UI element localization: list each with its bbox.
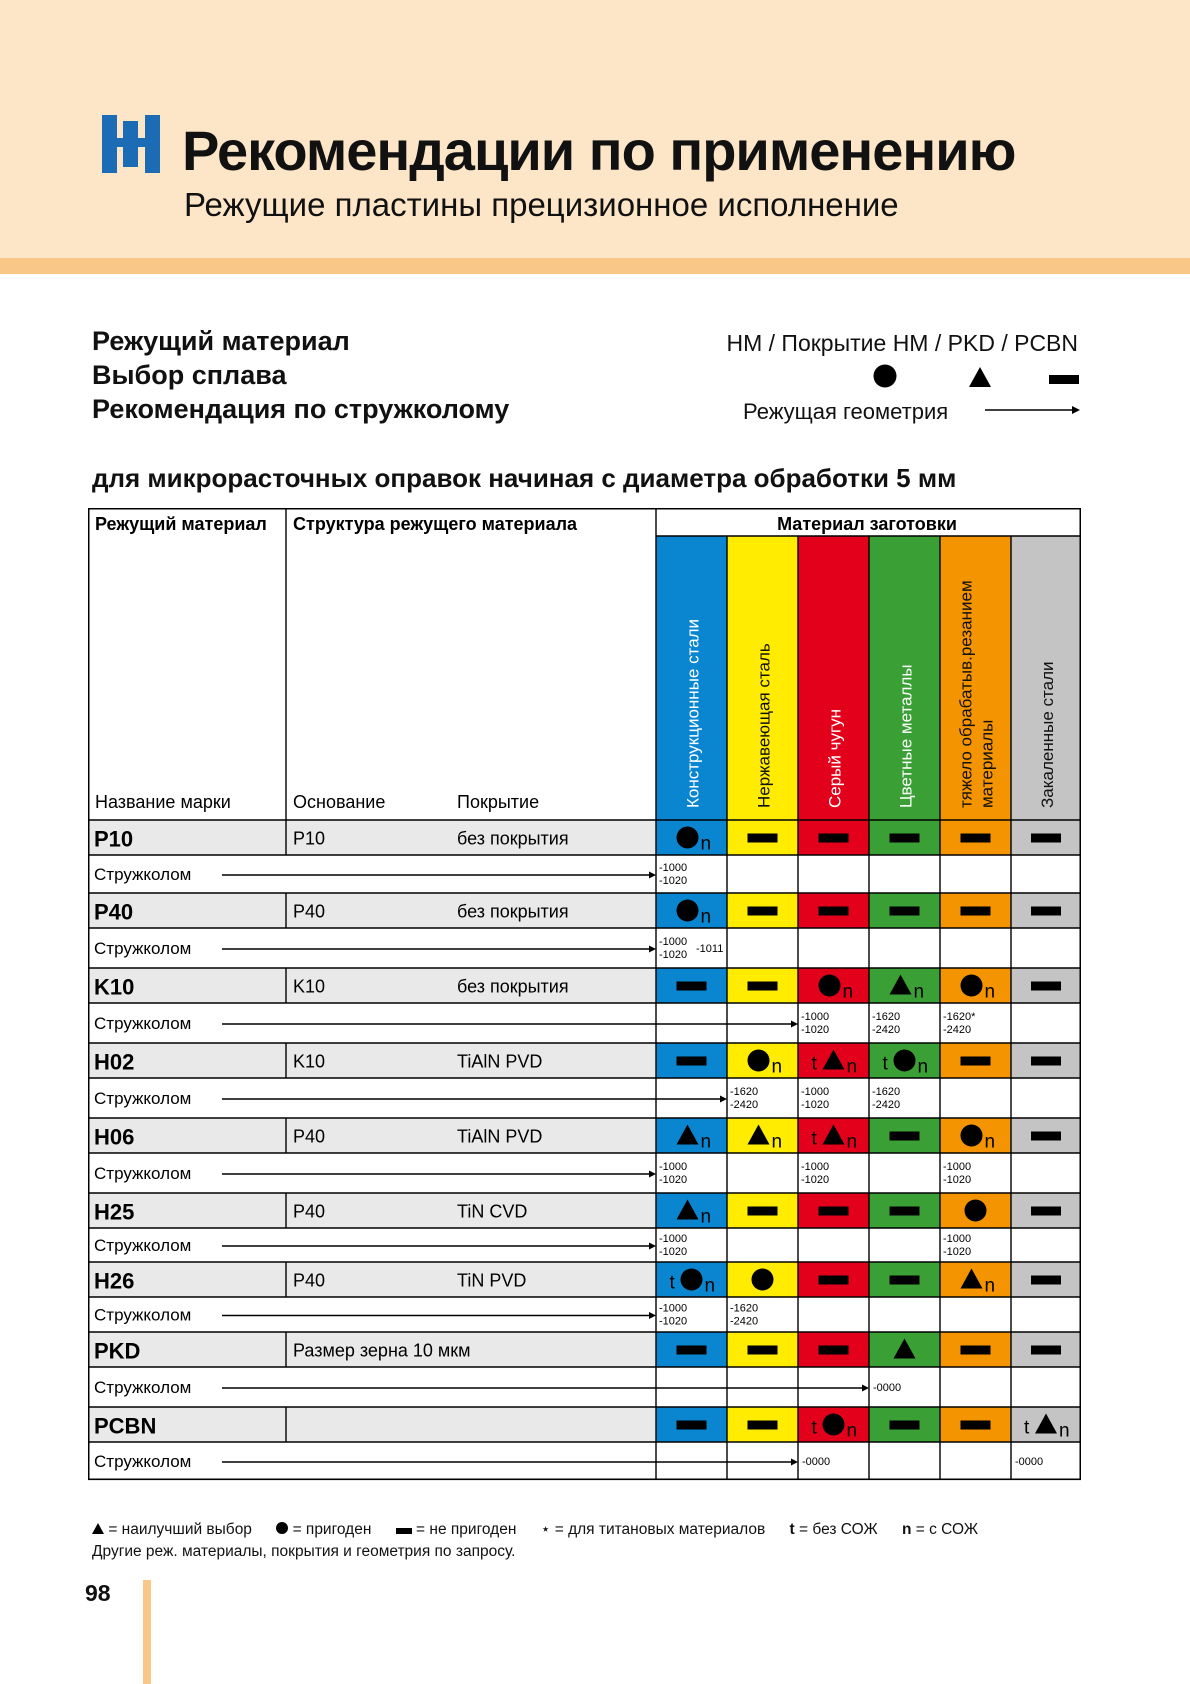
bar-icon [961, 907, 991, 916]
coolant-symbol: n [984, 1131, 996, 1153]
info-label-cutting-material: Режущий материал [92, 326, 350, 356]
arrow-head-icon [862, 1385, 869, 1392]
arrow-head-icon [791, 1459, 798, 1466]
geometry-code: -1000 [659, 1302, 688, 1315]
material-types: HM / Покрытие HM / PKD / PCBN [726, 330, 1078, 356]
table-row [88, 1262, 1081, 1297]
row-background [88, 1407, 656, 1442]
company-logo [102, 115, 160, 173]
bar-icon [1031, 1132, 1061, 1141]
legend-suitable [276, 1521, 371, 1539]
coolant-symbol: n [771, 1131, 783, 1153]
coating-value: TiAlN PVD [457, 1126, 543, 1147]
grade-name: H02 [94, 1049, 135, 1075]
bar-icon [1031, 1346, 1061, 1355]
chipbreaker-row [94, 1011, 976, 1036]
chipbreaker-row [94, 1452, 1043, 1471]
grade-name: H06 [94, 1124, 135, 1150]
coolant-symbol: n [913, 981, 925, 1003]
material-header-label: Конструкционные стали [683, 618, 703, 808]
coolant-symbol: n [984, 981, 996, 1003]
dry-symbol: t [811, 1053, 817, 1075]
chipbreaker-label: Стружколом [94, 1236, 192, 1255]
row-background [88, 820, 656, 855]
coolant-symbol: n [700, 833, 712, 855]
bar-icon [961, 1421, 991, 1430]
chipbreaker-label: Стружколом [94, 1305, 192, 1325]
geometry-code: -1000 [801, 1161, 830, 1173]
base-value: P10 [293, 828, 326, 849]
bar-icon [890, 1276, 920, 1285]
bar-icon [819, 1276, 849, 1285]
subheader-base: Основание [293, 792, 386, 812]
bar-icon [748, 1421, 778, 1430]
geometry-arrow-icon [985, 404, 1081, 416]
info-label-alloy-selection: Выбор сплава [92, 360, 287, 390]
geometry-code: -0000 [802, 1456, 831, 1468]
material-header-label: Серый чугун [825, 708, 845, 808]
legend-unsuitable [396, 1521, 517, 1539]
geometry-code: -1620 [872, 1086, 901, 1098]
coating-value: без покрытия [457, 828, 569, 849]
material-header-label: Нержавеющая сталь [754, 643, 774, 808]
coating-value: TiN CVD [457, 1201, 528, 1222]
coolant-symbol: n [984, 1275, 996, 1297]
circle-icon [873, 364, 897, 388]
legend-n-text: = с СОЖ [915, 1521, 979, 1538]
geometry-code: -1020 [801, 1099, 830, 1111]
coolant-symbol: n [700, 1206, 712, 1228]
legend-coolant [902, 1521, 978, 1539]
arrow-head-icon [791, 1021, 798, 1028]
chipbreaker-row [94, 1161, 971, 1186]
grade-name: P10 [94, 826, 134, 852]
page-bar [143, 1580, 151, 1684]
coolant-symbol: n [842, 981, 854, 1003]
table-row [88, 1043, 1081, 1078]
subheader-grade-name: Название марки [95, 792, 231, 812]
circle-icon [965, 1200, 987, 1222]
bar-icon [677, 982, 707, 991]
geometry-code: -2420 [943, 1024, 972, 1036]
base-value: P40 [293, 901, 326, 922]
triangle-icon [92, 1523, 104, 1534]
geometry-code: -1020 [659, 875, 688, 887]
geometry-label: Режущая геометрия [743, 399, 949, 424]
info-label-chipbreaker: Рекомендация по стружколому [92, 394, 510, 424]
geometry-code: -2420 [730, 1315, 759, 1328]
circle-icon [752, 1269, 774, 1291]
geometry-code: -1000 [659, 1233, 688, 1245]
bar-icon [961, 1057, 991, 1066]
chipbreaker-label: Стружколом [94, 1378, 192, 1397]
legend-titanium-text: = для титановых материалов [554, 1521, 766, 1538]
chipbreaker-row [94, 1086, 900, 1111]
chipbreaker-label: Стружколом [94, 1014, 192, 1033]
geometry-code: -1000 [943, 1161, 972, 1173]
circle-icon [748, 1050, 770, 1072]
base-value: Размер зерна 10 мкм [293, 1340, 471, 1361]
circle-icon [894, 1050, 916, 1072]
bar-icon [890, 1132, 920, 1141]
circle-icon [819, 975, 841, 997]
geometry-code: -2420 [730, 1099, 759, 1111]
legend-best-text: = наилучший выбор [108, 1521, 252, 1538]
header-workpiece-material: Материал заготовки [777, 514, 957, 534]
material-header-label: Цветные металлы [896, 664, 916, 808]
legend-titanium [541, 1520, 766, 1539]
bar-icon [1031, 1276, 1061, 1285]
circle-icon [677, 827, 699, 849]
bar-icon [819, 1346, 849, 1355]
table-row [88, 1407, 1081, 1442]
coolant-symbol: n [917, 1056, 929, 1078]
legend [92, 1520, 998, 1539]
geometry-code: -1000 [659, 862, 688, 874]
chipbreaker-label: Стружколом [94, 1164, 192, 1183]
circle-icon [677, 900, 699, 922]
circle-icon [961, 975, 983, 997]
bar-icon [961, 1346, 991, 1355]
geometry-code: -1020 [659, 1315, 688, 1328]
triangle-icon [968, 366, 992, 388]
geometry-code: -0000 [1015, 1456, 1044, 1468]
bar-icon [748, 907, 778, 916]
bar-icon [1031, 1207, 1061, 1216]
geometry-code: -1020 [659, 1246, 688, 1258]
base-value: K10 [293, 1051, 326, 1072]
header-structure: Структура режущего материала [293, 514, 578, 534]
circle-icon [681, 1269, 703, 1291]
table-row [88, 820, 1081, 855]
row-background [88, 968, 656, 1003]
circle-icon [276, 1522, 288, 1534]
grade-name: K10 [94, 974, 135, 1000]
bar-icon [1031, 907, 1061, 916]
bar-icon [819, 907, 849, 916]
bar-icon [1049, 375, 1079, 384]
grade-name: P40 [94, 899, 134, 925]
bar-icon [819, 1207, 849, 1216]
bar-icon [396, 1528, 412, 1534]
bar-icon [677, 1057, 707, 1066]
coolant-symbol: n [700, 906, 712, 928]
geometry-code: -1011 [696, 943, 724, 955]
geometry-code: -2420 [872, 1099, 901, 1111]
coolant-symbol: n [704, 1275, 716, 1297]
chipbreaker-row [94, 1233, 971, 1258]
material-header-label: тяжело обрабатыв.резанием материалы [956, 580, 997, 808]
grade-name: PKD [94, 1338, 141, 1364]
arrow-head-icon [649, 946, 656, 953]
geometry-code: -1020 [943, 1246, 972, 1258]
table-row [88, 968, 1081, 1003]
bar-icon [748, 1207, 778, 1216]
grade-name: H26 [94, 1268, 135, 1294]
section-heading: для микрорасточных оправок начиная с диаметра обработки 5 мм [92, 463, 957, 493]
bar-icon [1031, 834, 1061, 843]
bar-icon [677, 1421, 707, 1430]
coolant-symbol: n [771, 1056, 783, 1078]
grade-name: PCBN [94, 1413, 157, 1439]
dry-symbol: t [669, 1272, 675, 1294]
geometry-code: -1020 [943, 1174, 972, 1186]
bar-icon [961, 834, 991, 843]
row-background [88, 893, 656, 928]
subheader-coating: Покрытие [457, 792, 540, 812]
coating-value: TiAlN PVD [457, 1051, 543, 1072]
dry-symbol: t [882, 1053, 888, 1075]
arrow-head-icon [649, 1243, 656, 1250]
coolant-symbol: n [1059, 1420, 1070, 1442]
bar-icon [677, 1346, 707, 1355]
geometry-code: -1000 [943, 1233, 972, 1245]
geometry-code: -1000 [659, 936, 688, 948]
dry-symbol: t [811, 1417, 817, 1439]
base-value: P40 [293, 1126, 326, 1147]
chipbreaker-row [94, 1303, 758, 1328]
geometry-code: -1620 [730, 1086, 759, 1098]
bar-icon [1031, 1057, 1061, 1066]
page-subtitle: Режущие пластины прецизионное исполнение [184, 186, 899, 223]
row-background [88, 1043, 656, 1078]
arrow-head-icon [649, 872, 656, 879]
chipbreaker-label: Стружколом [94, 939, 192, 958]
header-cutting-material-text: Режущий материал [95, 514, 267, 534]
geometry-code: -1020 [801, 1024, 830, 1036]
table-row [88, 1193, 1081, 1228]
grade-name: H25 [94, 1199, 135, 1225]
legend-dry [790, 1521, 878, 1539]
dry-symbol: t [811, 1128, 817, 1150]
bar-icon [890, 907, 920, 916]
coating-value: без покрытия [457, 901, 569, 922]
geometry-code: -1620 [730, 1302, 759, 1315]
bar-icon [748, 1346, 778, 1355]
dry-symbol: t [1024, 1417, 1030, 1439]
base-value: P40 [293, 1270, 326, 1291]
legend-unsuitable-text: = не пригоден [416, 1521, 517, 1538]
chipbreaker-row [94, 1378, 901, 1397]
circle-icon [823, 1414, 845, 1436]
geometry-code: -1620* [943, 1011, 976, 1023]
chipbreaker-row [94, 936, 723, 961]
geometry-code: -2420 [872, 1024, 901, 1036]
coolant-symbol: n [846, 1420, 858, 1442]
base-value: P40 [293, 1201, 326, 1222]
arrow-head-icon [649, 1171, 656, 1178]
geometry-code: -1000 [801, 1011, 830, 1023]
chipbreaker-label: Стружколом [94, 865, 192, 884]
arrow-head-icon [649, 1312, 656, 1319]
bar-icon [890, 834, 920, 843]
bar-icon [890, 1207, 920, 1216]
bar-icon [748, 982, 778, 991]
legend-n-symbol: n [901, 1521, 912, 1538]
material-column-header [940, 536, 1011, 820]
chipbreaker-row [94, 862, 687, 887]
geometry-code: -1020 [801, 1174, 830, 1186]
coolant-symbol: n [846, 1056, 858, 1078]
bar-icon [748, 834, 778, 843]
row-background [88, 1262, 656, 1297]
legend-note: Другие реж. материалы, покрытия и геометрия по запросу. [92, 1543, 516, 1560]
legend-t-text: = без СОЖ [799, 1521, 878, 1538]
geometry-code: -1620 [872, 1011, 901, 1023]
coating-value: без покрытия [457, 976, 569, 997]
table-row [88, 893, 1081, 928]
header-stripe [0, 258, 1190, 274]
geometry-code: -1000 [801, 1086, 830, 1098]
bar-icon [1031, 982, 1061, 991]
base-value: K10 [293, 976, 326, 997]
header-cutting-material [95, 514, 267, 534]
geometry-code: -1000 [659, 1161, 688, 1173]
row-background [88, 1193, 656, 1228]
application-table [88, 508, 1081, 1518]
material-header-label: Закаленные стали [1038, 661, 1057, 808]
asterisk-icon: ⋆ [540, 1521, 551, 1538]
legend-best [92, 1521, 252, 1539]
legend-t-symbol: t [789, 1521, 795, 1538]
arrow-head-icon [720, 1096, 727, 1103]
coolant-symbol: n [700, 1131, 712, 1153]
page-number: 98 [85, 1580, 111, 1606]
coolant-symbol: n [846, 1131, 858, 1153]
circle-icon [961, 1125, 983, 1147]
geometry-code: -1020 [659, 1174, 688, 1186]
chipbreaker-label: Стружколом [94, 1089, 192, 1108]
table-row [88, 1332, 1081, 1367]
chipbreaker-label: Стружколом [94, 1452, 192, 1471]
geometry-code: -1020 [659, 949, 688, 961]
geometry-code: -0000 [873, 1382, 902, 1394]
row-background [88, 1118, 656, 1153]
table-row [88, 1118, 1081, 1153]
legend-suitable-text: = пригоден [292, 1521, 372, 1538]
coating-value: TiN PVD [457, 1270, 527, 1291]
page-title: Рекомендации по применению [182, 119, 1016, 182]
bar-icon [890, 1421, 920, 1430]
bar-icon [819, 834, 849, 843]
